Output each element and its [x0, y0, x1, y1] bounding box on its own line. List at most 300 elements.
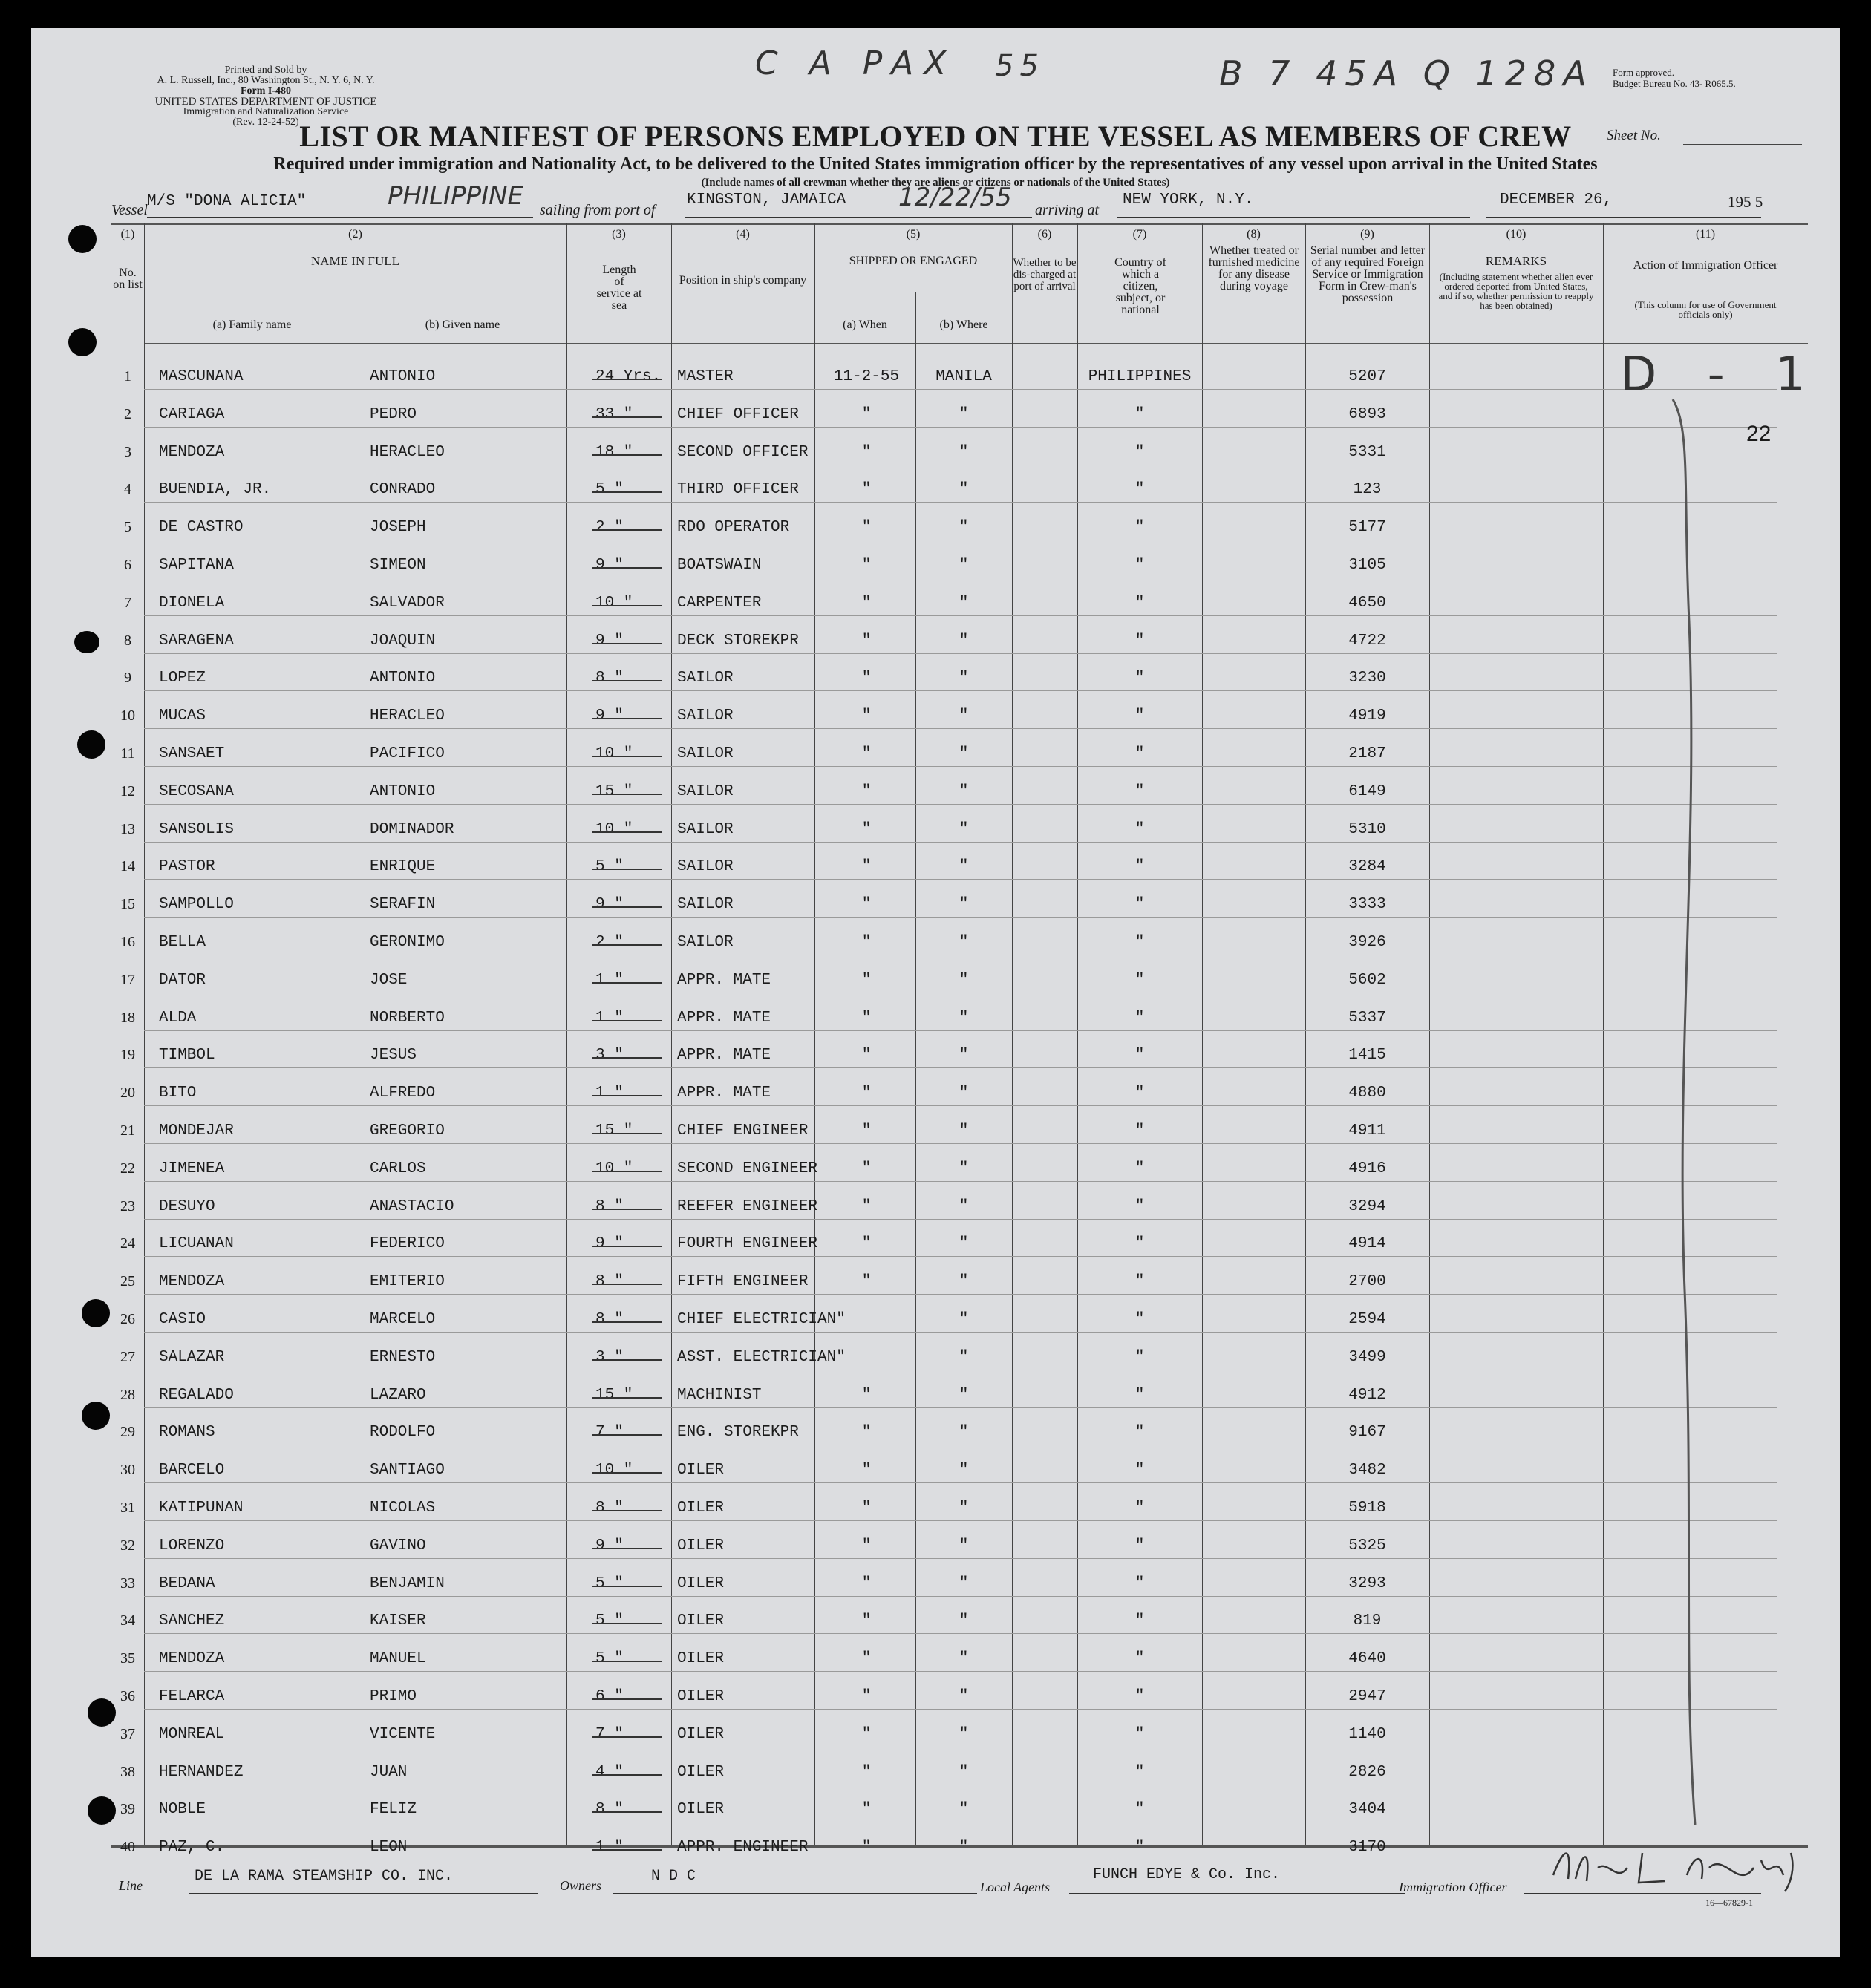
- family-name: SAPITANA: [159, 557, 234, 574]
- position: APPR. MATE: [677, 1009, 771, 1027]
- shipped-when: ": [861, 745, 872, 762]
- shipped-when: ": [861, 1500, 872, 1517]
- shipped-where: ": [959, 1386, 969, 1404]
- row-rule: [144, 690, 1777, 691]
- owners-label: Owners: [560, 1878, 602, 1893]
- position: DECK STOREKPR: [677, 632, 799, 650]
- shipped-when: ": [861, 481, 872, 499]
- family-name: SALAZAR: [159, 1348, 225, 1366]
- position: OILER: [677, 1801, 725, 1819]
- given-name: KAISER: [370, 1612, 426, 1630]
- row-number: 35: [120, 1650, 135, 1667]
- serial-number: 6893: [1348, 405, 1386, 423]
- length-of-service: 9 ": [595, 707, 624, 725]
- row-number: 25: [120, 1273, 135, 1290]
- shipped-where: ": [959, 632, 969, 650]
- row-rule: [144, 879, 1777, 880]
- given-name: SANTIAGO: [370, 1462, 445, 1479]
- given-name: ANTONIO: [370, 368, 436, 385]
- row-number: 3: [124, 443, 131, 460]
- given-name: BENJAMIN: [370, 1575, 445, 1592]
- serial-number: 4916: [1348, 1160, 1386, 1177]
- action-line: [1668, 399, 1720, 1840]
- country: ": [1134, 820, 1145, 838]
- row-rule: [144, 1596, 1777, 1597]
- row-number: 36: [120, 1688, 135, 1704]
- serial-number: 5325: [1348, 1537, 1386, 1554]
- row-rule: [144, 1067, 1777, 1068]
- position: SAILOR: [677, 707, 734, 725]
- position: APPR. MATE: [677, 1047, 771, 1065]
- family-name: JIMENEA: [159, 1160, 225, 1177]
- family-name: MASCUNANA: [159, 368, 244, 385]
- col-num: (7): [1132, 228, 1147, 241]
- shipped-where: ": [959, 1612, 969, 1630]
- serial-number: 4912: [1348, 1386, 1386, 1404]
- serial-number: 4722: [1348, 632, 1386, 650]
- serial-number: 6149: [1348, 782, 1386, 800]
- length-strike: [592, 1698, 662, 1700]
- col-header-no: No. on list: [113, 267, 143, 291]
- form-subtitle: Required under immigration and Nationality Act, to be delivered to the United States immigration officer by the representatives of any vessel upon arrival in the United States: [273, 154, 1598, 174]
- country: ": [1134, 1348, 1145, 1366]
- position: SAILOR: [677, 782, 734, 800]
- length-of-service: 10 ": [595, 820, 633, 838]
- shipped-when: ": [861, 519, 872, 537]
- row-rule: [144, 917, 1777, 918]
- given-name: PACIFICO: [370, 745, 445, 762]
- position: CHIEF ENGINEER: [677, 1122, 809, 1139]
- row-number: 14: [120, 858, 135, 875]
- position: CHIEF ELECTRICIAN": [677, 1311, 846, 1328]
- row-number: 38: [120, 1763, 135, 1780]
- serial-number: 5310: [1348, 820, 1386, 838]
- shipped-where: ": [959, 1273, 969, 1291]
- row-number: 40: [120, 1839, 135, 1856]
- row-rule: [144, 1181, 1777, 1182]
- shipped-where: ": [959, 1462, 969, 1479]
- row-rule: [144, 728, 1777, 729]
- length-of-service: 9 ": [595, 1537, 624, 1554]
- position: ENG. STOREKPR: [677, 1424, 799, 1442]
- shipped-where: ": [959, 858, 969, 876]
- length-of-service: 1 ": [595, 971, 624, 989]
- country: ": [1134, 1424, 1145, 1442]
- row-number: 18: [120, 1009, 135, 1026]
- serial-number: 3294: [1348, 1197, 1386, 1215]
- given-name: MARCELO: [370, 1311, 436, 1328]
- sheet-number-line: [1683, 144, 1802, 145]
- family-name: TIMBOL: [159, 1047, 215, 1065]
- row-number: 33: [120, 1575, 135, 1592]
- handwritten-code: B 7 45A Q 128A: [1219, 53, 1594, 94]
- serial-number: 5331: [1348, 443, 1386, 461]
- serial-number: 2187: [1348, 745, 1386, 762]
- printer-line: A. L. Russell, Inc., 80 Washington St., N. Y. 6, N. Y.: [157, 75, 375, 86]
- length-of-service: 1 ": [595, 1009, 624, 1027]
- shipped-when: ": [861, 934, 872, 951]
- crew-count: 22: [1746, 422, 1772, 446]
- line-label: Line: [119, 1878, 143, 1893]
- country: ": [1134, 405, 1145, 423]
- serial-number: 5207: [1348, 368, 1386, 385]
- row-number: 12: [120, 782, 135, 800]
- revision: (Rev. 12-24-52): [232, 117, 299, 128]
- given-name: PEDRO: [370, 405, 417, 423]
- length-strike: [592, 1811, 662, 1813]
- length-of-service: 15 ": [595, 1122, 633, 1139]
- col-num: (5): [906, 228, 921, 241]
- shipped-where: ": [959, 1009, 969, 1027]
- col-num: (9): [1360, 228, 1374, 241]
- shipped-when: ": [861, 1235, 872, 1253]
- vessel-label: Vessel: [111, 202, 148, 218]
- row-rule: [144, 1105, 1777, 1106]
- given-name: ANASTACIO: [370, 1197, 454, 1215]
- length-strike: [592, 567, 662, 569]
- handwritten-note: C A PAX: [755, 45, 957, 82]
- length-of-service: 8 ": [595, 1197, 624, 1215]
- country: ": [1134, 481, 1145, 499]
- length-strike: [592, 906, 662, 908]
- sheet-label: Sheet No.: [1607, 128, 1661, 143]
- include-note: (Include names of all crewman whether they are aliens or citizens or nationals of the United States): [701, 177, 1170, 189]
- shipped-where: ": [959, 1348, 969, 1366]
- shipped-when: ": [861, 1801, 872, 1819]
- header-bottom-rule: [144, 343, 1808, 344]
- length-strike: [592, 1057, 662, 1059]
- col-divider: [1077, 223, 1078, 1845]
- country: ": [1134, 1462, 1145, 1479]
- shipped-where: ": [959, 1122, 969, 1139]
- length-of-service: 10 ": [595, 1462, 633, 1479]
- length-of-service: 2 ": [595, 934, 624, 951]
- col-header-given: (b) Given name: [425, 318, 500, 331]
- length-of-service: 15 ": [595, 1386, 633, 1404]
- row-rule: [144, 804, 1777, 805]
- given-name: ANTONIO: [370, 670, 436, 687]
- printer-line: Printed and Sold by: [224, 65, 307, 76]
- length-strike: [592, 1284, 662, 1285]
- shipped-where: ": [959, 1650, 969, 1668]
- shipped-when: ": [861, 971, 872, 989]
- country: ": [1134, 1725, 1145, 1743]
- country: ": [1134, 1160, 1145, 1177]
- col-header-action-note: (This column for use of Government officials only): [1634, 299, 1777, 320]
- length-of-service: 1 ": [595, 1839, 624, 1857]
- length-strike: [592, 1623, 662, 1624]
- col-header-serial: Serial number and letter of any required Foreign Service or Immigration Form in Crew-man's possession: [1310, 244, 1426, 304]
- shipped-where: ": [959, 557, 969, 574]
- officer-label: Immigration Officer: [1399, 1880, 1507, 1894]
- family-name: MENDOZA: [159, 443, 225, 461]
- country: ": [1134, 1763, 1145, 1781]
- sailing-label: sailing from port of: [540, 202, 656, 218]
- serial-number: 2594: [1348, 1311, 1386, 1328]
- given-name: LAZARO: [370, 1386, 426, 1404]
- row-number: 24: [120, 1235, 135, 1252]
- shipped-where: ": [959, 670, 969, 687]
- length-of-service: 8 ": [595, 1273, 624, 1291]
- position: OILER: [677, 1462, 725, 1479]
- length-of-service: 4 ": [595, 1763, 624, 1781]
- row-number: 39: [120, 1801, 135, 1818]
- given-name: JUAN: [370, 1763, 408, 1781]
- serial-number: 5602: [1348, 971, 1386, 989]
- length-of-service: 10 ": [595, 1160, 633, 1177]
- given-name: NICOLAS: [370, 1500, 436, 1517]
- serial-number: 3170: [1348, 1839, 1386, 1857]
- serial-number: 1415: [1348, 1047, 1386, 1065]
- length-of-service: 9 ": [595, 632, 624, 650]
- shipped-where: ": [959, 1763, 969, 1781]
- col-header-action: Action of Immigration Officer: [1633, 259, 1778, 272]
- shipped-when: ": [861, 820, 872, 838]
- shipped-when: ": [861, 1612, 872, 1630]
- row-number: 26: [120, 1311, 135, 1327]
- shipped-when: ": [861, 1085, 872, 1102]
- length-of-service: 5 ": [595, 1575, 624, 1592]
- family-name: PAZ, C.: [159, 1839, 225, 1857]
- row-rule: [144, 1520, 1777, 1521]
- length-strike: [592, 718, 662, 719]
- handwritten-number: 55: [995, 49, 1045, 83]
- shipped-where: ": [959, 1047, 969, 1065]
- family-name: DATOR: [159, 971, 206, 989]
- length-strike: [592, 1397, 662, 1399]
- row-rule: [144, 1558, 1777, 1559]
- length-strike: [592, 643, 662, 644]
- family-name: REGALADO: [159, 1386, 234, 1404]
- shipped-when: ": [861, 632, 872, 650]
- approval-line: Budget Bureau No. 43- R065.5.: [1613, 78, 1736, 89]
- length-strike: [592, 491, 662, 493]
- action-mark: D - 1: [1620, 347, 1823, 402]
- position: APPR. MATE: [677, 971, 771, 989]
- shipped-where: ": [959, 1500, 969, 1517]
- serial-number: 3333: [1348, 896, 1386, 914]
- family-name: BEDANA: [159, 1575, 215, 1592]
- given-name: HERACLEO: [370, 707, 445, 725]
- length-of-service: 3 ": [595, 1348, 624, 1366]
- row-number: 32: [120, 1537, 135, 1554]
- serial-number: 2947: [1348, 1688, 1386, 1705]
- shipped-where: ": [959, 934, 969, 951]
- position: MASTER: [677, 368, 734, 385]
- position: OILER: [677, 1688, 725, 1705]
- position: MACHINIST: [677, 1386, 762, 1404]
- position: SECOND ENGINEER: [677, 1160, 818, 1177]
- col-divider: [1202, 223, 1203, 1845]
- shipped-where: ": [959, 971, 969, 989]
- length-of-service: 7 ": [595, 1424, 624, 1442]
- serial-number: 9167: [1348, 1424, 1386, 1442]
- shipped-when: ": [861, 1122, 872, 1139]
- row-rule: [144, 766, 1777, 767]
- country: ": [1134, 896, 1145, 914]
- line-name: DE LA RAMA STEAMSHIP CO. INC.: [195, 1868, 454, 1885]
- row-rule: [144, 1633, 1777, 1634]
- sailing-port: KINGSTON, JAMAICA: [687, 192, 846, 209]
- length-of-service: 5 ": [595, 1612, 624, 1630]
- col-divider: [1603, 223, 1604, 1845]
- table-top-rule: [111, 223, 1808, 225]
- country: ": [1134, 1612, 1145, 1630]
- shipped-where: ": [959, 1575, 969, 1592]
- length-strike: [592, 605, 662, 606]
- given-name: JOAQUIN: [370, 632, 436, 650]
- shipped-where: ": [959, 405, 969, 423]
- shipped-when: ": [861, 782, 872, 800]
- punch-hole: [82, 1402, 110, 1430]
- country: ": [1134, 1688, 1145, 1705]
- row-number: 20: [120, 1085, 135, 1102]
- row-number: 1: [124, 368, 131, 385]
- position: APPR. ENGINEER: [677, 1839, 809, 1857]
- family-name: BELLA: [159, 934, 206, 951]
- shipped-when: ": [861, 1160, 872, 1177]
- length-strike: [592, 1849, 662, 1851]
- length-strike: [592, 1246, 662, 1247]
- col-divider: [915, 292, 916, 1845]
- country: ": [1134, 594, 1145, 612]
- owners-name: N D C: [651, 1868, 696, 1885]
- punch-hole: [88, 1698, 116, 1727]
- punch-hole: [68, 225, 97, 253]
- row-rule: [144, 1256, 1777, 1257]
- given-name: SERAFIN: [370, 896, 436, 914]
- col-divider: [671, 223, 672, 1845]
- shipped-where: ": [959, 745, 969, 762]
- serial-number: 4914: [1348, 1235, 1386, 1253]
- given-name: ALFREDO: [370, 1085, 436, 1102]
- country: PHILIPPINES: [1088, 368, 1192, 385]
- length-of-service: 9 ": [595, 557, 624, 574]
- row-number: 23: [120, 1197, 135, 1214]
- row-number: 4: [124, 481, 131, 498]
- position: THIRD OFFICER: [677, 481, 799, 499]
- given-name: ENRIQUE: [370, 858, 436, 876]
- length-strike: [592, 1171, 662, 1172]
- form-code: 16—67829-1: [1705, 1897, 1753, 1908]
- family-name: FELARCA: [159, 1688, 225, 1705]
- length-of-service: 8 ": [595, 1801, 624, 1819]
- country: ": [1134, 1047, 1145, 1065]
- given-name: FEDERICO: [370, 1235, 445, 1253]
- shipped-when: ": [861, 1047, 872, 1065]
- row-number: 5: [124, 519, 131, 536]
- family-name: DESUYO: [159, 1197, 215, 1215]
- length-strike: [592, 1774, 662, 1776]
- length-strike: [592, 1095, 662, 1096]
- row-number: 37: [120, 1725, 135, 1742]
- row-rule: [144, 1709, 1777, 1710]
- shipped-when: ": [861, 670, 872, 687]
- position: BOATSWAIN: [677, 557, 762, 574]
- length-strike: [592, 1661, 662, 1662]
- position: SAILOR: [677, 896, 734, 914]
- serial-number: 3926: [1348, 934, 1386, 951]
- family-name: SECOSANA: [159, 782, 234, 800]
- shipped-where: ": [959, 1424, 969, 1442]
- length-strike: [592, 1020, 662, 1021]
- length-of-service: 33 ": [595, 405, 633, 423]
- serial-number: 123: [1353, 481, 1382, 499]
- col-divider: [144, 223, 145, 1845]
- col-num: (8): [1247, 228, 1261, 241]
- length-strike: [592, 1434, 662, 1436]
- length-strike: [592, 831, 662, 833]
- position: FIFTH ENGINEER: [677, 1273, 809, 1291]
- row-number: 27: [120, 1348, 135, 1365]
- length-of-service: 24 Yrs.: [595, 368, 662, 385]
- length-strike: [592, 1736, 662, 1738]
- country: ": [1134, 858, 1145, 876]
- row-number: 16: [120, 934, 135, 950]
- serial-number: 2826: [1348, 1763, 1386, 1781]
- agents-name: FUNCH EDYE & Co. Inc.: [1093, 1866, 1281, 1883]
- vessel-name: M/S "DONA ALICIA": [147, 193, 307, 210]
- shipped-when: ": [861, 1839, 872, 1857]
- given-name: JOSE: [370, 971, 408, 989]
- length-strike: [592, 982, 662, 984]
- country: ": [1134, 1235, 1145, 1253]
- shipped-where: ": [959, 1311, 969, 1328]
- shipped-where: ": [959, 1160, 969, 1177]
- given-name: CARLOS: [370, 1160, 426, 1177]
- shipped-when: ": [861, 1273, 872, 1291]
- family-name: SAMPOLLO: [159, 896, 234, 914]
- position: OILER: [677, 1763, 725, 1781]
- position: CHIEF OFFICER: [677, 405, 799, 423]
- country: ": [1134, 1311, 1145, 1328]
- family-name: SARAGENA: [159, 632, 234, 650]
- family-name: BITO: [159, 1085, 197, 1102]
- length-of-service: 5 ": [595, 481, 624, 499]
- col-num: (1): [120, 228, 135, 241]
- shipped-when: ": [861, 594, 872, 612]
- position: FOURTH ENGINEER: [677, 1235, 818, 1253]
- length-strike: [592, 454, 662, 456]
- serial-number: 4650: [1348, 594, 1386, 612]
- punch-hole: [77, 730, 105, 759]
- row-rule: [144, 389, 1777, 390]
- vessel-flag-hand: PHILIPPINE: [388, 181, 524, 211]
- col-num: (2): [348, 228, 362, 241]
- length-of-service: 10 ": [595, 745, 633, 762]
- form-number: Form I-480: [240, 85, 292, 97]
- row-rule: [144, 1482, 1777, 1483]
- given-name: RODOLFO: [370, 1424, 436, 1442]
- shipped-when: ": [861, 443, 872, 461]
- given-name: JOSEPH: [370, 519, 426, 537]
- row-rule: [144, 615, 1777, 616]
- shipped-when: ": [861, 1725, 872, 1743]
- family-name: NOBLE: [159, 1801, 206, 1819]
- col-header-length: Length of service at sea: [596, 264, 642, 312]
- country: ": [1134, 745, 1145, 762]
- punch-hole: [82, 1299, 110, 1327]
- col-header-country: Country of which a citizen, subject, or national: [1114, 256, 1166, 316]
- family-name: HERNANDEZ: [159, 1763, 244, 1781]
- family-name: ALDA: [159, 1009, 197, 1027]
- given-name: GREGORIO: [370, 1122, 445, 1139]
- col-header-medicine: Whether treated or furnished medicine for any disease during voyage: [1208, 244, 1300, 292]
- length-strike: [592, 756, 662, 757]
- given-name: GERONIMO: [370, 934, 445, 951]
- position: APPR. MATE: [677, 1085, 771, 1102]
- col-divider: [814, 223, 815, 1845]
